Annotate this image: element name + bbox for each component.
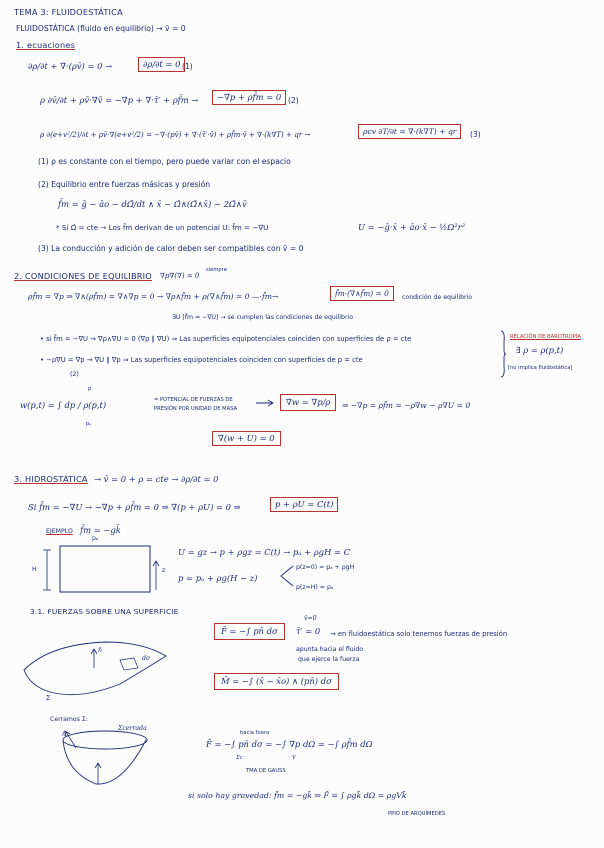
bullet-equipotential-pressure: • −ρ∇U = ∇p → ∇U ∥ ∇p ⇒ Las superficies equipotenciales coinciden con superficies de p = cte: [40, 356, 363, 364]
side-identity: ∇p∇(∇) = 0: [160, 272, 200, 280]
example-branch: [280, 564, 294, 588]
stress-zero: τ̄′ = 0: [296, 626, 321, 636]
tank-height-label: H: [32, 566, 37, 573]
barotropy-brace: [500, 330, 506, 378]
gravity-buoyancy-equation: si solo hay gravedad: f̄m = −gk̄ ⇒ F̄ = ∫ ρgk̄ dΩ = ρgVk̄: [188, 791, 407, 800]
hydrostatics-conditions: → v̄ = 0 + ρ = cte → ∂ρ/∂t = 0: [94, 474, 219, 484]
pressure-potential-result: ⇒ −∇p = ρf̄m = −ρ∇w − ρ∇U = 0: [342, 401, 471, 410]
equilibrium-condition-box: f̄m·(∇∧f̄m) = 0: [330, 286, 394, 301]
example-bottom-pressure: p(z=0) = pₐ + ρgH: [296, 564, 355, 571]
closed-sigma-label: Σcerrada: [118, 725, 147, 732]
example-mass-force: f̄m = −gk̄: [80, 525, 121, 535]
closed-surface-sketch: [50, 728, 160, 788]
potential-note: * Si Ω̄ = cte → Los f̄m derivan de un potencial U: f̄m = −∇U: [56, 223, 269, 232]
eq2-number: (2): [288, 96, 299, 105]
hydrostatics-derivation: Si f̄m = −∇U → −∇p + ρf̄m = 0 ⇒ ∇(p + ρU) = 0 ⇒: [28, 502, 241, 512]
section-3-1-title: 3.1. FUERZAS SOBRE UNA SUPERFICIE: [30, 607, 179, 616]
closed-surface-force: F̄ = −∫ pn̄ dσ = −∫ ∇p dΩ = −∫ ρf̄m dΩ: [206, 739, 373, 749]
topic-title: TEMA 3: FLUIDOESTÁTICA: [14, 7, 123, 17]
barotropy-title: RELACIÓN DE BAROTROPÍA: [510, 334, 581, 340]
pressure-potential-definition: w(p,t) = ∫ dp / ρ(p,t): [20, 400, 107, 410]
pressure-force-box: F̄ = −∫ pn̄ dσ: [214, 623, 285, 640]
stress-top-note: v̄=0: [304, 615, 317, 622]
eq1-number: (1): [182, 62, 193, 71]
section-3-title: 3. HIDROSTÁTICA: [14, 474, 88, 484]
note-1: (1) ρ es constante con el tiempo, pero puede variar con el espacio: [38, 157, 291, 166]
equilibrium-derivation: ρf̄m = ∇p ⇒ ∇∧(ρf̄m) = ∇∧∇p = 0 → ∇ρ∧f̄m + ρ(∇∧f̄m) = 0 —·f̄m→: [28, 292, 279, 301]
barotropy-note: [no implica fluidostática]: [508, 365, 573, 371]
surface-normal-label: n̄: [98, 647, 102, 654]
force-note-1: apunta hacia el fluido: [296, 646, 364, 653]
closed-surface-label: Cerramos Σ:: [50, 716, 88, 723]
outward-note: hacia fuera: [240, 730, 270, 736]
potential-existence-line: ∃U [f̄m = −∇U] → se cumplen las condiciones de equilibrio: [172, 314, 353, 321]
momentum-equation: ρ ∂v̄/∂t + ρv̄·∇v̄ = −∇p + ∇·τ̄′ + ρf̄m →: [40, 95, 199, 105]
section-1-title: 1. ecuaciones: [16, 40, 76, 50]
energy-result-box: ρcv ∂T/∂t = ∇·(k∇T) + qr: [358, 124, 461, 139]
barotropy-equation: ∃ ρ = ρ(p,t): [516, 345, 564, 355]
mass-forces-equation: f̄m = ḡ − āo − dΩ̄/dt ∧ x̄ − Ω̄∧(Ω̄∧x̄) − 2Ω̄∧v̄: [58, 199, 247, 209]
potential-equation: U = −ḡ·x̄ + āo·x̄ − ½Ω²r²: [358, 222, 466, 232]
force-note-2: que ejerce la fuerza: [298, 656, 360, 663]
bullet-equipotential-density: • si f̄m = −∇U → ∇ρ∧∇U = 0 (∇ρ ∥ ∇U) ⇒ Las superficies equipotenciales coinciden con superficies de ρ = cte: [40, 335, 412, 343]
pressure-potential-desc-2: PRESIÓN POR UNIDAD DE MASA: [154, 406, 238, 412]
section-2-title: 2. CONDICIONES DE EQUILIBRIO: [14, 271, 152, 281]
tank-z-label: z: [162, 567, 166, 574]
side-identity-sup: siempre: [206, 267, 227, 273]
bullet-2-number: (2): [70, 371, 79, 378]
continuity-result-box: ∂ρ/∂t = 0: [138, 57, 185, 72]
tank-diagram: [40, 540, 160, 595]
note-2: (2) Equilibrio entre fuerzas másicas y presión: [38, 180, 211, 189]
note-3: (3) La conducción y adición de calor deben ser compatibles con v̄ = 0: [38, 244, 304, 253]
eq3-number: (3): [470, 130, 481, 139]
hydrostatics-result-box: p + ρU = C(t): [270, 497, 338, 512]
pressure-potential-desc-1: = POTENCIAL DE FUERZAS DE: [154, 397, 233, 403]
closed-normal-label-1: n̄: [62, 731, 66, 738]
integral-upper-limit: p: [88, 386, 92, 392]
example-equation-1: U = gz → p + ρgz = C(t) → pₐ + ρgH = C: [178, 547, 351, 557]
final-equilibrium-box: ∇(w + U) = 0: [212, 431, 281, 446]
grad-w-box: ∇w = ∇p/ρ: [280, 394, 336, 411]
surface-sigma-label: Σ: [46, 695, 51, 702]
energy-equation: ρ ∂(e+v²/2)/∂t + ρv̄·∇(e+v²/2) = −∇·(pv̄) + ∇·(τ̄′·v̄) + ρf̄m·v̄ + ∇·(k∇T) + qr →: [40, 130, 311, 139]
volume-sub: V: [292, 755, 296, 761]
intro-line: FLUIDOSTÁTICA (fluido en equilibrio) → v̄ = 0: [16, 24, 186, 33]
surface-element-label: dσ: [142, 655, 151, 662]
closed-surface-sub: Σc: [236, 755, 243, 761]
pressure-moment-box: M̄ = −∫ (x̄ − x̄o) ∧ (pn̄) dσ: [214, 673, 339, 690]
integral-lower-limit: pₐ: [86, 421, 92, 427]
stress-note: → en fluidoestática solo tenemos fuerzas de presión: [330, 630, 508, 638]
tank-atm-pressure: pₐ: [92, 535, 99, 542]
continuity-equation: ∂ρ/∂t + ∇·(ρv̄) = 0 →: [28, 61, 113, 71]
equilibrium-condition-label: condición de equilibrio: [402, 294, 473, 301]
example-label: EJEMPLO: [46, 528, 73, 535]
archimedes-label: PPIO DE ARQUÍMEDES: [388, 811, 446, 817]
surface-sketch: [20, 630, 170, 700]
momentum-result-box: −∇p + ρf̄m = 0: [212, 90, 286, 105]
arrow-to-grad-w: [256, 399, 276, 407]
gauss-theorem-note: TMA DE GAUSS: [246, 768, 286, 774]
example-top-pressure: p(z=H) = pₐ: [296, 584, 334, 591]
example-equation-2: p = pₐ + ρg(H − z): [178, 573, 258, 583]
